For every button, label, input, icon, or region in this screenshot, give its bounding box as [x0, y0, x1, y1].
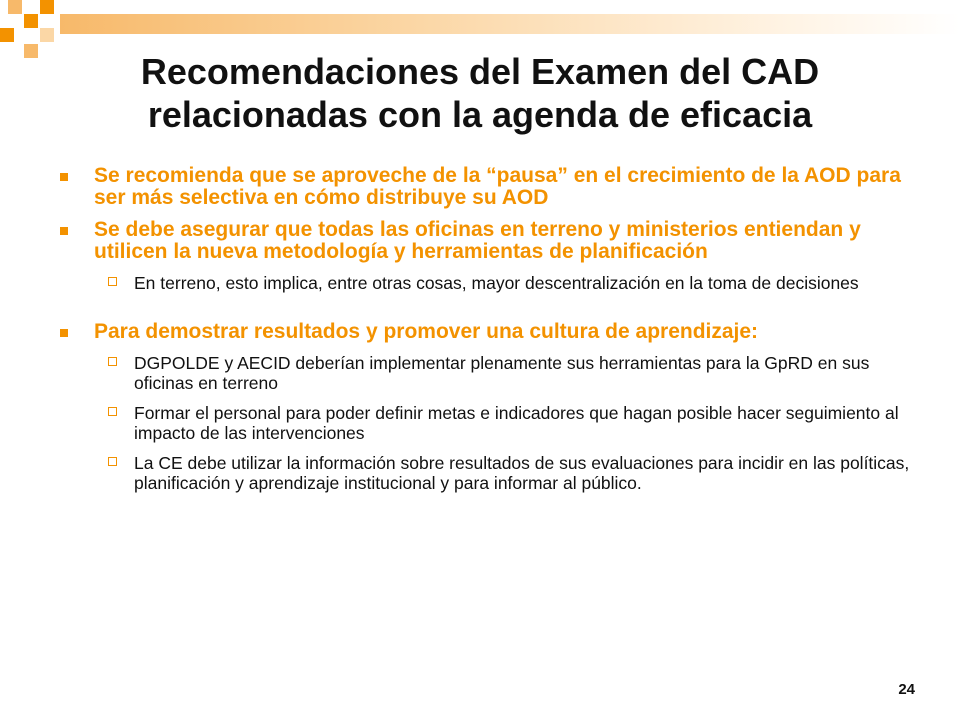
hollow-square-bullet-icon [108, 357, 117, 366]
square-bullet-icon [60, 173, 68, 181]
bullet-3 [60, 321, 910, 343]
hollow-square-bullet-icon [108, 457, 117, 466]
sub-bullet-3-3-text: La CE debe utilizar la información sobre resultados de sus evaluaciones para incidir en las políticas, planificación y aprendizaje institucional y para informar al público. [134, 453, 910, 493]
sub-bullet-2-1-text: En terreno, esto implica, entre otras cosas, mayor descentralización en la toma de decisiones [134, 273, 859, 293]
page-number: 24 [898, 681, 915, 698]
sub-bullet-3-1-text: DGPOLDE y AECID deberían implementar plenamente sus herramientas para la GpRD en sus oficinas en terreno [134, 353, 870, 393]
title-line-2: relacionadas con la agenda de eficacia [147, 94, 813, 135]
title-line-1: Recomendaciones del Examen del CAD [140, 51, 820, 92]
sub-bullet-3-2-text: Formar el personal para poder definir metas e indicadores que hagan posible hacer seguimiento al impacto de las intervenciones [134, 403, 899, 443]
sub-bullet-3-2 [60, 403, 910, 443]
slide-title [40, 50, 920, 136]
hollow-square-bullet-icon [108, 277, 117, 286]
sub-bullet-3-1 [60, 353, 910, 393]
bullet-1-text: Se recomienda que se aproveche de la “pausa” en el crecimiento de la AOD para ser más selectiva en cómo distribuye su AOD [94, 164, 901, 209]
bullet-2-text: Se debe asegurar que todas las oficinas en terreno y ministerios entiendan y utilicen la nueva metodología y herramientas de planificación [94, 218, 861, 263]
sub-bullet-3-3 [60, 453, 910, 493]
hollow-square-bullet-icon [108, 407, 117, 416]
header-gradient-bar [60, 14, 960, 34]
bullet-1 [60, 165, 910, 209]
sub-bullet-2-1 [60, 273, 910, 293]
square-bullet-icon [60, 329, 68, 337]
bullet-2 [60, 219, 910, 263]
square-bullet-icon [60, 227, 68, 235]
bullet-3-text: Para demostrar resultados y promover una cultura de aprendizaje: [94, 320, 759, 343]
slide-content [60, 165, 910, 503]
